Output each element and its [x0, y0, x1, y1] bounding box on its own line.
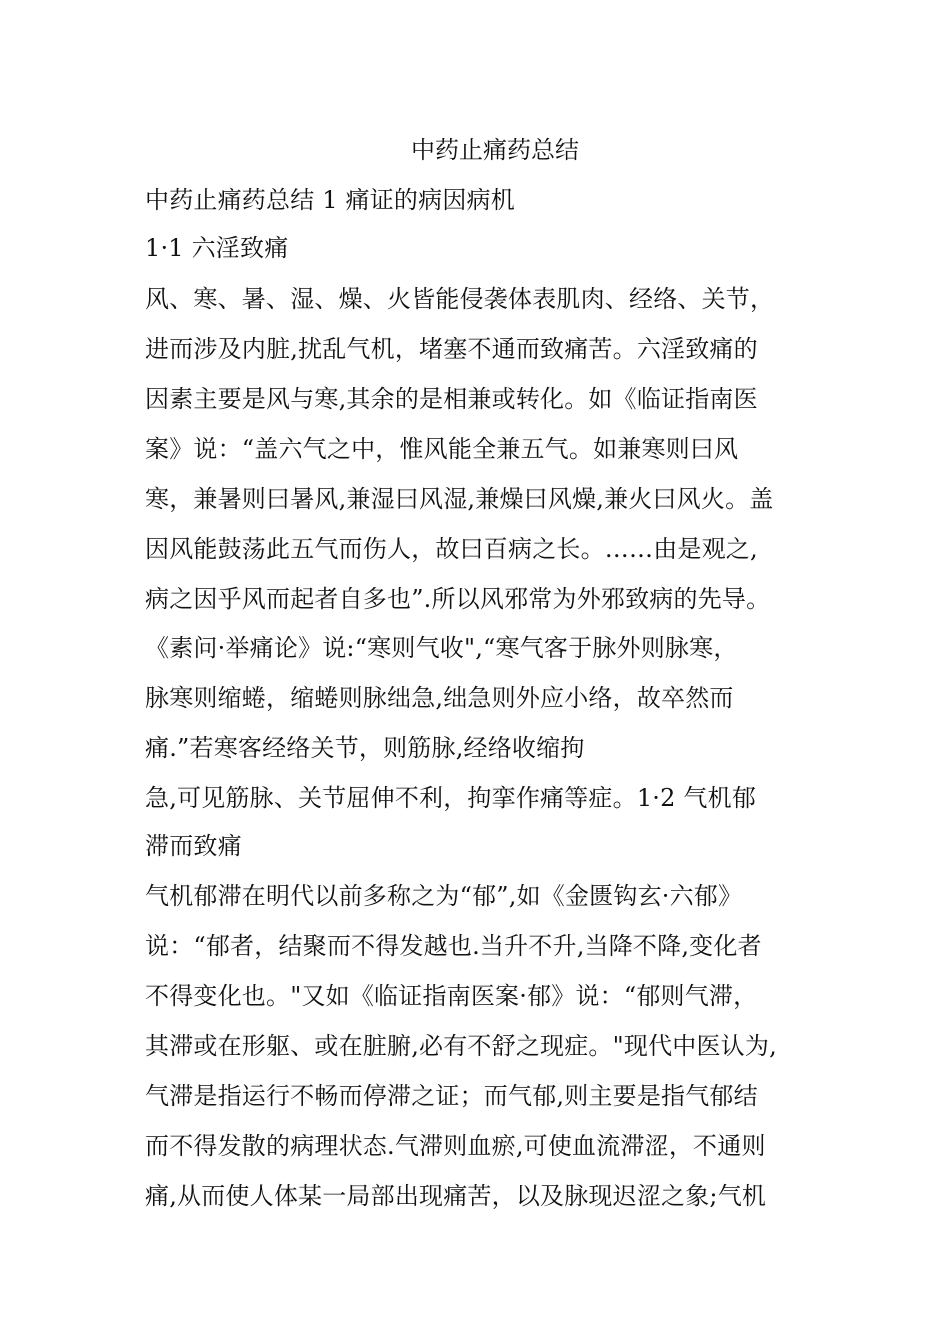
body-line-14: 滞而致痛: [145, 832, 242, 860]
body-line-7: 寒，兼暑则曰暑风,兼湿曰风湿,兼燥曰风燥,兼火曰风火。盖: [145, 485, 774, 513]
body-line-17: 不得变化也。"又如《临证指南医案·郁》说：“郁则气滞，: [145, 982, 758, 1010]
body-line-11: 脉寒则缩蜷，缩蜷则脉绌急,绌急则外应小络，故卒然而: [145, 684, 734, 712]
body-line-9: 病之因乎风而起者自多也”.所以风邪常为外邪致病的先导。: [145, 585, 771, 613]
body-line-3: 风、寒、暑、湿、燥、火皆能侵袭体表肌肉、经络、关节，: [145, 285, 775, 313]
body-line-8: 因风能鼓荡此五气而伤人，故曰百病之长。……由是观之,: [145, 535, 758, 563]
body-line-4: 进而涉及内脏,扰乱气机，堵塞不通而致痛苦。六淫致痛的: [145, 335, 758, 363]
document-title: 中药止痛药总结: [411, 136, 579, 164]
body-line-13: 急,可见筋脉、关节屈伸不利，拘挛作痛等症。1·2 气机郁: [145, 784, 757, 812]
body-line-6: 案》说：“盖六气之中，惟风能全兼五气。如兼寒则曰风: [145, 435, 739, 463]
body-line-2: 1·1 六淫致痛: [145, 234, 289, 262]
body-line-21: 痛,从而使人体某一局部出现痛苦，以及脉现迟涩之象;气机: [145, 1182, 767, 1210]
body-line-15: 气机郁滞在明代以前多称之为“郁”,如《金匮钩玄·六郁》: [145, 882, 743, 910]
body-line-19: 气滞是指运行不畅而停滞之证；而气郁,则主要是指气郁结: [145, 1082, 758, 1110]
body-line-16: 说：“郁者，结聚而不得发越也.当升不升,当降不降,变化者: [145, 932, 762, 960]
body-line-12: 痛.”若寒客经络关节，则筋脉,经络收缩拘: [145, 734, 585, 762]
body-line-10: 《素问·举痛论》说:“寒则气收",“寒气客于脉外则脉寒，: [145, 634, 738, 662]
body-line-18: 其滞或在形躯、或在脏腑,必有不舒之现症。"现代中医认为,: [145, 1032, 777, 1060]
body-line-1: 中药止痛药总结 1 痛证的病因病机: [145, 186, 515, 214]
body-line-5: 因素主要是风与寒,其余的是相兼或转化。如《临证指南医: [145, 385, 758, 413]
body-line-20: 而不得发散的病理状态.气滞则血瘀,可使血流滞涩，不通则: [145, 1132, 766, 1160]
